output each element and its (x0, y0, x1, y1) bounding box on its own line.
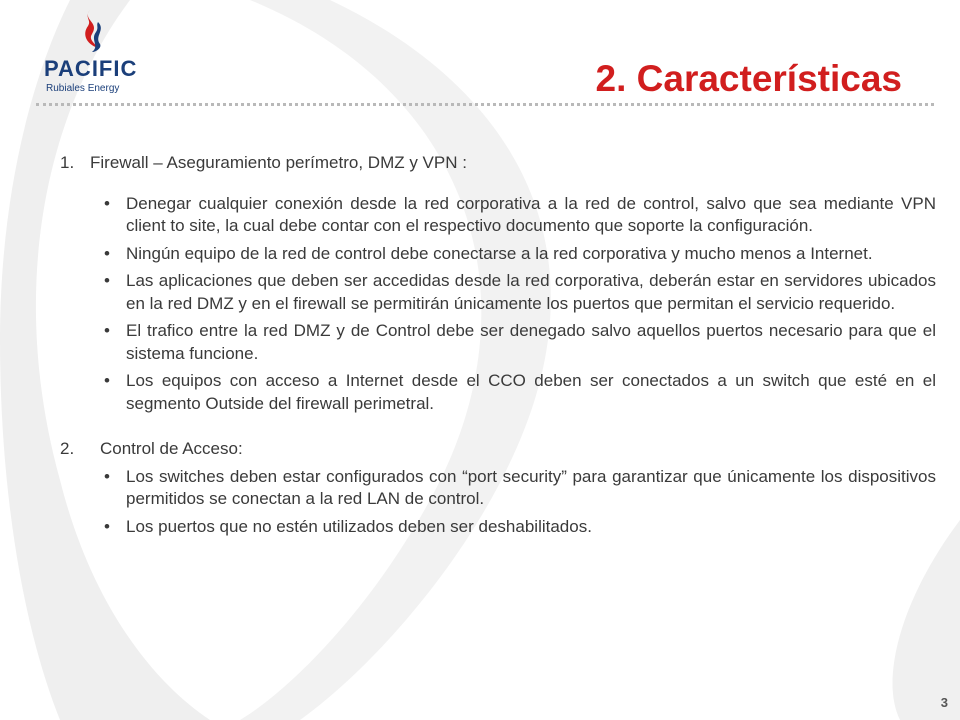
company-logo (44, 8, 154, 98)
bullet-text: Denegar cualquier conexión desde la red corporativa a la red de control, salvo que sea mediante VPN client to site, la cual debe contar con el respectivo documento que soporte la configuración. (126, 193, 936, 235)
section-title: Control de Acceso: (100, 439, 243, 458)
section-title: Firewall – Aseguramiento perímetro, DMZ y VPN : (90, 153, 467, 172)
section-heading (60, 152, 936, 175)
logo-subtitle: Rubiales Energy (46, 83, 120, 94)
list-item (60, 466, 936, 511)
logo-brand: PACIFIC (44, 56, 138, 81)
slide-title: 2. Características (595, 58, 902, 99)
section-number: 1. (60, 153, 75, 172)
bullet-text: El trafico entre la red DMZ y de Control debe ser denegado salvo aquellos puertos necesario para que el sistema funcione. (126, 321, 936, 363)
bullet-marker: • (104, 466, 110, 486)
flame-icon (78, 8, 108, 54)
bullet-marker: • (104, 243, 110, 263)
bullet-marker: • (104, 271, 110, 290)
bullet-text: Las aplicaciones que deben ser accedidas desde la red corporativa, deberán estar en servidores ubicados en la red DMZ y en el firewall se permitirán únicamente los puertos que permitan el servicio requerido. (126, 271, 936, 313)
section-number: 2. (60, 439, 75, 458)
bullet-marker: • (104, 321, 110, 340)
list-item (60, 243, 936, 266)
section-heading (60, 438, 936, 461)
slide-content (60, 152, 936, 543)
list-item (60, 516, 936, 539)
list-item (60, 370, 936, 415)
bullet-text: Ningún equipo de la red de control debe conectarse a la red corporativa y mucho menos a Internet. (126, 243, 873, 263)
bullet-list (60, 193, 936, 416)
list-item (60, 193, 936, 238)
page-number: 3 (940, 695, 948, 710)
bullet-marker: • (104, 516, 110, 536)
list-item (60, 320, 936, 365)
bullet-text: Los switches deben estar configurados con “port security” para garantizar que únicamente los dispositivos permitidos se conectan a la red LAN de control. (126, 466, 936, 508)
bullet-marker: • (104, 371, 110, 390)
bullet-text: Los equipos con acceso a Internet desde el CCO deben ser conectados a un switch que esté en el segmento Outside del firewall perimetral. (126, 371, 936, 413)
bullet-marker: • (104, 193, 110, 213)
list-item (60, 270, 936, 315)
title-divider (36, 103, 934, 106)
bullet-text: Los puertos que no estén utilizados deben ser deshabilitados. (126, 516, 592, 536)
bullet-list (60, 466, 936, 539)
